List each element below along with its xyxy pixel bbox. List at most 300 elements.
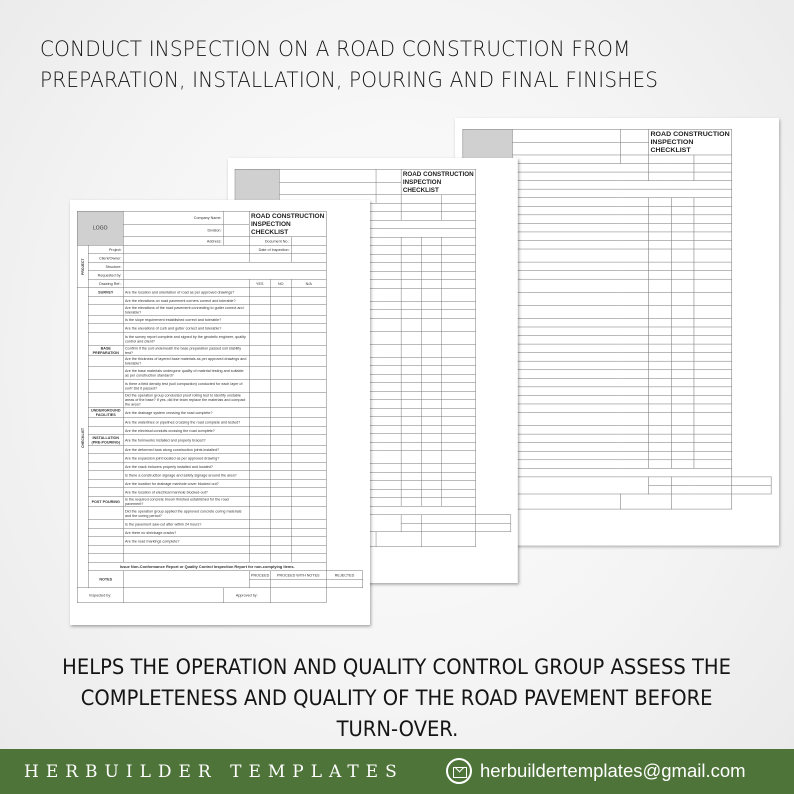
checkbox-na[interactable] [291,520,326,529]
checkbox-yes[interactable] [249,324,270,333]
checkbox-na[interactable] [694,443,732,452]
date-field[interactable] [694,164,732,173]
checkbox-na[interactable] [442,434,476,443]
logo-placeholder [235,169,279,203]
checkbox-na[interactable] [442,383,476,392]
project-field-value[interactable] [513,172,649,181]
project-field-value[interactable] [513,181,732,190]
checkbox-yes[interactable] [401,489,421,498]
checkbox-no[interactable] [270,379,291,392]
doc-no-field[interactable] [694,155,732,164]
checkbox-yes[interactable] [249,392,270,407]
project-field-value[interactable] [123,254,249,263]
checkbox-no[interactable] [671,279,694,292]
checkbox-no[interactable] [671,460,694,469]
checkbox-na[interactable] [694,370,732,379]
checkbox-na[interactable] [442,288,476,301]
checkbox-na[interactable] [694,327,732,336]
checkbox-na[interactable] [442,246,476,255]
checkbox-yes[interactable] [249,528,270,537]
checkbox-no[interactable] [671,318,694,327]
checkbox-no[interactable] [421,464,441,473]
checkbox-no[interactable] [421,451,441,464]
checkbox-yes[interactable] [649,232,672,241]
checkbox-yes[interactable] [401,408,421,417]
checkbox-na[interactable] [694,353,732,362]
checkbox-na[interactable] [694,451,732,460]
checkbox-no[interactable] [270,407,291,418]
checkbox-yes[interactable] [249,537,270,546]
checkbox-na[interactable] [291,435,326,446]
address-field[interactable] [223,237,249,246]
checkbox-yes[interactable] [649,378,672,387]
checkbox-na[interactable] [442,498,476,507]
checkbox-no[interactable] [270,537,291,546]
checkbox-no[interactable] [270,288,291,297]
checkbox-na[interactable] [694,318,732,327]
checkbox-no[interactable] [671,327,694,336]
checkbox-no[interactable] [421,357,441,366]
checkbox-no[interactable] [270,305,291,316]
checkbox-yes[interactable] [249,462,270,471]
checkbox-yes[interactable] [249,496,270,507]
division-field[interactable] [376,182,401,195]
checkbox-na[interactable] [291,324,326,333]
checkbox-yes[interactable] [249,507,270,520]
checkbox-na[interactable] [694,378,732,387]
checkbox-na[interactable] [291,332,326,345]
checkbox-yes[interactable] [401,417,421,426]
checkbox-no[interactable] [421,366,441,375]
checkbox-yes[interactable] [649,413,672,426]
checkbox-yes[interactable] [649,262,672,271]
checkbox-yes[interactable] [649,395,672,404]
checkbox-yes[interactable] [401,434,421,443]
checkbox-yes[interactable] [649,240,672,249]
checkbox-no[interactable] [671,353,694,362]
checkbox-rejected[interactable] [326,579,363,588]
checkbox-yes[interactable] [249,345,270,356]
checkbox-no[interactable] [421,263,441,272]
approved-by-field[interactable] [671,494,731,509]
checkbox-na[interactable] [442,254,476,263]
checkbox-yes[interactable] [401,254,421,263]
checkbox-na[interactable] [442,301,476,310]
checkbox-na[interactable] [442,425,476,434]
checkbox-na[interactable] [694,361,732,370]
checkbox-yes[interactable] [649,370,672,379]
checkbox-no[interactable] [671,361,694,370]
checkbox-yes[interactable] [649,344,672,353]
approved-by-field[interactable] [270,588,326,603]
checkbox-no[interactable] [671,223,694,232]
checkbox-na[interactable] [291,471,326,480]
checkbox-proceed[interactable] [649,485,672,494]
checkbox-no[interactable] [671,395,694,404]
checkbox-yes[interactable] [249,445,270,454]
checkbox-na[interactable] [291,537,326,546]
checkbox-na[interactable] [291,345,326,356]
checkbox-na[interactable] [694,215,732,224]
checkbox-na[interactable] [442,408,476,417]
checkbox-yes[interactable] [401,472,421,481]
checkbox-na[interactable] [694,387,732,396]
checkbox-na[interactable] [694,426,732,435]
checkbox-na[interactable] [442,391,476,400]
checkbox-no[interactable] [421,472,441,481]
checkbox-na[interactable] [442,271,476,280]
project-field-value[interactable] [123,262,326,271]
checkbox-yes[interactable] [401,344,421,357]
checkbox-na[interactable] [694,434,732,443]
checkbox-na[interactable] [442,357,476,366]
checkbox-na[interactable] [291,488,326,497]
checkbox-na[interactable] [442,442,476,451]
checkbox-yes[interactable] [649,460,672,469]
checkbox-na[interactable] [291,426,326,435]
checkbox-na[interactable] [442,481,476,490]
checklist-question [513,361,649,370]
checkbox-yes[interactable] [649,279,672,292]
inspected-by-field[interactable] [123,588,223,603]
checkbox-no[interactable] [421,442,441,451]
checkbox-no[interactable] [270,462,291,471]
checkbox-yes[interactable] [649,404,672,413]
checkbox-na[interactable] [694,336,732,345]
checkbox-yes[interactable] [249,454,270,463]
checkbox-no[interactable] [421,288,441,301]
checkbox-no[interactable] [671,387,694,396]
checkbox-yes[interactable] [401,263,421,272]
checkbox-no[interactable] [671,249,694,262]
checkbox-no[interactable] [671,426,694,435]
checkbox-no[interactable] [421,271,441,280]
checkbox-yes[interactable] [649,206,672,215]
checkbox-yes[interactable] [401,310,421,319]
checkbox-na[interactable] [442,374,476,383]
checkbox-yes[interactable] [649,215,672,224]
checkbox-yes[interactable] [249,379,270,392]
doc-no-field[interactable] [291,237,326,246]
checkbox-na[interactable] [291,507,326,520]
checkbox-no[interactable] [421,434,441,443]
checkbox-na[interactable] [694,344,732,353]
checkbox-na[interactable] [291,454,326,463]
checkbox-na[interactable] [291,305,326,316]
checkbox-na[interactable] [291,496,326,507]
checkbox-no[interactable] [421,374,441,383]
checkbox-no[interactable] [270,418,291,427]
checkbox-na[interactable] [442,310,476,319]
checkbox-yes[interactable] [649,434,672,443]
date-label [401,203,442,212]
checkbox-na[interactable] [694,404,732,413]
checkbox-yes[interactable] [249,366,270,379]
checkbox-na[interactable] [694,223,732,232]
checkbox-na[interactable] [694,460,732,469]
checkbox-yes[interactable] [649,292,672,305]
checkbox-yes[interactable] [249,356,270,367]
headline [40,34,658,96]
checkbox-proceed[interactable] [249,579,270,588]
checkbox-no[interactable] [270,324,291,333]
checkbox-na[interactable] [694,292,732,305]
checkbox-na[interactable] [442,263,476,272]
checkbox-no[interactable] [421,383,441,392]
company-field[interactable] [376,169,401,182]
checkbox-no[interactable] [671,206,694,215]
checkbox-no[interactable] [421,280,441,289]
checkbox-no[interactable] [270,445,291,454]
checkbox-no[interactable] [270,315,291,324]
checkbox-no[interactable] [671,434,694,443]
date-field[interactable] [291,245,326,254]
checkbox-na[interactable] [442,400,476,409]
checkbox-yes[interactable] [401,331,421,344]
checkbox-no[interactable] [270,488,291,497]
checkbox-na[interactable] [694,206,732,215]
checkbox-no[interactable] [671,240,694,249]
checkbox-yes[interactable] [249,488,270,497]
email-link[interactable]: herbuildertemplates@gmail.com [480,760,746,781]
checkbox-yes[interactable] [649,443,672,452]
checkbox-no[interactable] [671,215,694,224]
checkbox-no[interactable] [671,413,694,426]
checkbox-no[interactable] [421,408,441,417]
checkbox-yes[interactable] [401,464,421,473]
checkbox-yes[interactable] [401,442,421,451]
checkbox-yes[interactable] [649,318,672,327]
checkbox-no[interactable] [270,507,291,520]
checkbox-yes[interactable] [249,407,270,418]
checkbox-yes[interactable] [249,435,270,446]
checkbox-proceed-with-notes[interactable] [671,485,731,494]
checkbox-yes[interactable] [401,357,421,366]
checkbox-yes[interactable] [401,271,421,280]
checkbox-na[interactable] [442,472,476,481]
checkbox-no[interactable] [671,262,694,271]
checkbox-na[interactable] [291,356,326,367]
checkbox-yes[interactable] [401,366,421,375]
checkbox-no[interactable] [671,451,694,460]
checkbox-na[interactable] [291,315,326,324]
checkbox-na[interactable] [291,407,326,418]
project-field-value[interactable] [123,245,249,254]
checkbox-na[interactable] [291,528,326,537]
checkbox-no[interactable] [270,520,291,529]
checkbox-no[interactable] [421,301,441,310]
division-field[interactable] [223,224,249,237]
checkbox-na[interactable] [694,240,732,249]
checkbox-yes[interactable] [649,336,672,345]
company-field[interactable] [621,129,649,142]
checkbox-na[interactable] [291,288,326,297]
checkbox-no[interactable] [270,345,291,356]
checkbox-na[interactable] [291,479,326,488]
doc-no-field[interactable] [442,195,476,204]
checkbox-yes[interactable] [249,296,270,305]
checkbox-na[interactable] [291,296,326,305]
checkbox-yes[interactable] [649,353,672,362]
checkbox-no[interactable] [270,332,291,345]
address-field[interactable] [376,195,401,204]
checkbox-no[interactable] [270,392,291,407]
checkbox-yes[interactable] [401,391,421,400]
checkbox-no[interactable] [421,391,441,400]
checkbox-no[interactable] [270,479,291,488]
project-field-value[interactable] [513,164,649,173]
checkbox-no[interactable] [270,366,291,379]
checkbox-yes[interactable] [249,520,270,529]
checkbox-no[interactable] [671,305,694,318]
notes-field[interactable] [513,477,649,494]
checkbox-no[interactable] [421,425,441,434]
checkbox-no[interactable] [671,443,694,452]
checkbox-na[interactable] [442,451,476,464]
checkbox-na[interactable] [291,554,326,563]
company-field[interactable] [223,211,249,224]
checkbox-na[interactable] [694,395,732,404]
checkbox-no[interactable] [421,400,441,409]
checkbox-no[interactable] [270,426,291,435]
checkbox-na[interactable] [694,232,732,241]
checkbox-yes[interactable] [401,246,421,255]
checkbox-no[interactable] [671,404,694,413]
checkbox-yes[interactable] [249,305,270,316]
checkbox-no[interactable] [421,344,441,357]
checkbox-yes[interactable] [249,545,270,554]
checkbox-no[interactable] [421,331,441,344]
checklist-row [77,345,363,356]
checkbox-yes[interactable] [249,418,270,427]
checkbox-na[interactable] [291,392,326,407]
checkbox-na[interactable] [291,462,326,471]
project-field-value[interactable] [123,279,249,288]
checkbox-no[interactable] [421,318,441,331]
notes-field[interactable] [123,571,249,588]
checkbox-no[interactable] [671,370,694,379]
division-field[interactable] [621,142,649,155]
checkbox-no[interactable] [270,496,291,507]
checkbox-na[interactable] [442,366,476,375]
checkbox-na[interactable] [694,305,732,318]
checkbox-na[interactable] [694,271,732,280]
checkbox-yes[interactable] [401,318,421,331]
checkbox-no[interactable] [671,292,694,305]
checkbox-yes[interactable] [649,305,672,318]
checkbox-no[interactable] [270,545,291,554]
checkbox-yes[interactable] [649,223,672,232]
checkbox-no[interactable] [671,336,694,345]
checkbox-yes[interactable] [401,288,421,301]
checkbox-no[interactable] [671,344,694,353]
checkbox-no[interactable] [270,356,291,367]
checkbox-yes[interactable] [249,288,270,297]
checkbox-yes[interactable] [401,425,421,434]
checkbox-no[interactable] [671,271,694,280]
checklist-question [513,395,649,404]
checkbox-no[interactable] [421,498,441,507]
checkbox-na[interactable] [694,249,732,262]
checkbox-yes[interactable] [649,249,672,262]
checkbox-na[interactable] [694,262,732,271]
checkbox-no[interactable] [671,378,694,387]
checkbox-na[interactable] [442,464,476,473]
checkbox-yes[interactable] [649,426,672,435]
checkbox-proceed-with-notes[interactable] [421,523,475,532]
checkbox-na[interactable] [442,318,476,331]
checkbox-na[interactable] [442,344,476,357]
checkbox-yes[interactable] [401,383,421,392]
checkbox-yes[interactable] [649,327,672,336]
checkbox-no[interactable] [421,310,441,319]
checkbox-yes[interactable] [249,479,270,488]
approved-by-field[interactable] [421,532,475,547]
checkbox-na[interactable] [291,545,326,554]
checkbox-rejected[interactable] [476,523,511,532]
checkbox-na[interactable] [291,445,326,454]
inspected-by-field[interactable] [513,494,621,509]
checkbox-yes[interactable] [401,280,421,289]
checkbox-proceed[interactable] [401,523,421,532]
checkbox-na[interactable] [291,379,326,392]
project-field-value[interactable] [123,271,326,280]
checkbox-yes[interactable] [649,387,672,396]
checkbox-yes[interactable] [401,400,421,409]
checkbox-yes[interactable] [401,374,421,383]
checkbox-na[interactable] [694,279,732,292]
checkbox-yes[interactable] [249,315,270,324]
checkbox-yes[interactable] [249,332,270,345]
checkbox-proceed-with-notes[interactable] [270,579,326,588]
checkbox-na[interactable] [442,417,476,426]
checkbox-rejected[interactable] [732,485,771,494]
checkbox-no[interactable] [270,296,291,305]
checkbox-no[interactable] [421,481,441,490]
checkbox-yes[interactable] [249,554,270,563]
checkbox-na[interactable] [694,413,732,426]
checkbox-no[interactable] [270,528,291,537]
project-field-value[interactable] [513,198,649,207]
checkbox-no[interactable] [421,489,441,498]
checkbox-no[interactable] [421,254,441,263]
checkbox-no[interactable] [421,246,441,255]
checkbox-yes[interactable] [401,481,421,490]
date-field[interactable] [442,203,476,212]
checkbox-no[interactable] [270,471,291,480]
checkbox-no[interactable] [421,417,441,426]
project-field-value[interactable] [513,189,732,198]
checkbox-no[interactable] [270,454,291,463]
checkbox-yes[interactable] [401,498,421,507]
checkbox-no[interactable] [270,554,291,563]
checkbox-na[interactable] [442,489,476,498]
checkbox-yes[interactable] [401,301,421,310]
checkbox-no[interactable] [270,435,291,446]
address-field[interactable] [621,155,649,164]
checkbox-yes[interactable] [649,361,672,370]
checkbox-yes[interactable] [401,451,421,464]
checkbox-no[interactable] [671,232,694,241]
checkbox-yes[interactable] [249,426,270,435]
checkbox-yes[interactable] [249,471,270,480]
checkbox-na[interactable] [291,366,326,379]
checkbox-na[interactable] [291,418,326,427]
checkbox-na[interactable] [442,331,476,344]
checkbox-yes[interactable] [649,451,672,460]
checkbox-yes[interactable] [649,271,672,280]
checkbox-na[interactable] [442,280,476,289]
